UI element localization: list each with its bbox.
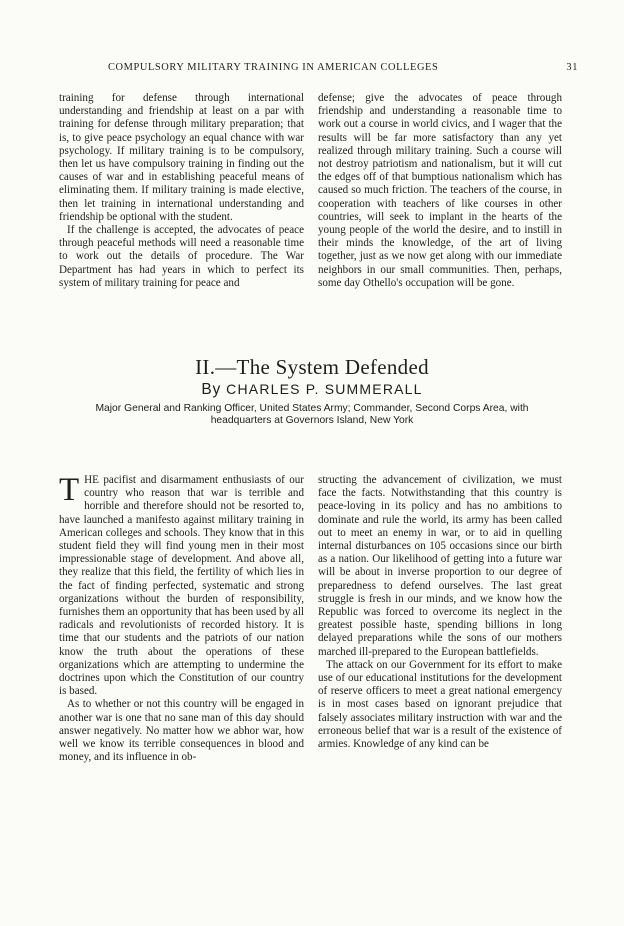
byline bbox=[0, 381, 624, 399]
paragraph: training for defense through international understanding and friendship at least on a par with training for defense through military preparation; that is, to give peace psychology an equal chance with war psychology. If military training is to be compulsory, then let us have compulsory training in finding out the causes of war and in establishing peaceful means of eliminating them. If military training is made elective, then let training in international understanding and friendship be optional with the student. bbox=[59, 92, 304, 223]
paragraph-text: HE pacifist and disarmament enthusiasts of our country who reason that war is terrible and horrible and therefore should not be resorted to, have launched a manifesto against military training in American colleges and schools. They know that in this student field they will find young men in their most impressionable stage of development. And above all, they realize that this field, the fertility of which lies in the fact of finding perfected, systematic and strong organizations without the burden of responsibility, furnishes them an opportunity that has been used by all radicals and revolutionists of recorded history. It is time that our students and the patriots of our nation know the truth about the operations of these organizations which are attempting to undermine the doctrines upon which the Constitution of our country is based. bbox=[59, 474, 304, 698]
article-column-1 bbox=[59, 474, 304, 764]
paragraph: The attack on our Government for its effort to make use of our educational institutions for the development of reserve officers to meet a great national emergency is in most cases based on ignorant prejudice that falsely associates military instruction with war and the erroneous belief that war is a result of the existence of armies. Knowledge of any kind can be bbox=[318, 658, 562, 751]
byline-by: By bbox=[201, 381, 222, 398]
drop-cap: T bbox=[59, 472, 80, 508]
paragraph: structing the advancement of civilization, we must face the facts. Notwithstanding that this country is peace-loving in its policy and has no ambitions to dominate and rule the world, its army has been called out to meet an enemy in war, or to aid in quelling internal disturbances on 105 occasions since our birth as a nation. Our likelihood of getting into a future war will be about in inverse proportion to our degree of preparedness to defend ourselves. The last great struggle is fresh in our minds, and we know how the Republic was forced to overcome its neglect in the greatest possible haste, spending billions in long delayed preparations while the sons of our mothers marched ill-prepared to the European battlefields. bbox=[318, 474, 562, 658]
paragraph: defense; give the advocates of peace through friendship and understanding a reasonable time to work out a course in world civics, and I wager that the results will be far more satisfactory than any yet realized through military training. Such a course will not destroy patriotism and nationalism, but it will cut the edges off of that bumptious nationalism which has caused so much friction. The teachers of the course, in cooperation with teachers of like courses in other countries, will seek to implant in the hearts of the young people of the world the desire, and to instill in their minds the knowledge, of the art of living together, just as we now get along with our immediate neighbors in our small communities. Then, perhaps, some day Othello's occupation will be gone. bbox=[318, 92, 562, 289]
author-name: CHARLES P. SUMMERALL bbox=[226, 381, 423, 397]
author-affiliation: Major General and Ranking Officer, United States Army; Commander, Second Corps Area, with headquarters at Governors Island, New York bbox=[95, 403, 529, 426]
running-head bbox=[108, 62, 578, 73]
prev-article-column-2 bbox=[318, 92, 562, 290]
prev-article-column-1 bbox=[59, 92, 304, 290]
page-number: 31 bbox=[566, 62, 578, 73]
paragraph: If the challenge is accepted, the advocates of peace through peaceful methods will need a reasonable time to work out the details of procedure. The War Department has had years in which to perfect its system of military training for peace and bbox=[59, 224, 304, 289]
paragraph bbox=[59, 474, 304, 698]
article-title: II.—The System Defended bbox=[195, 355, 429, 379]
article-column-2 bbox=[318, 474, 562, 751]
paragraph: As to whether or not this country will be engaged in another war is one that no sane man of this day should answer negatively. No matter how we abhor war, how well we know its terrible consequences in blood and money, and its influence in ob- bbox=[59, 698, 304, 764]
running-title: COMPULSORY MILITARY TRAINING IN AMERICAN COLLEGES bbox=[108, 62, 439, 73]
